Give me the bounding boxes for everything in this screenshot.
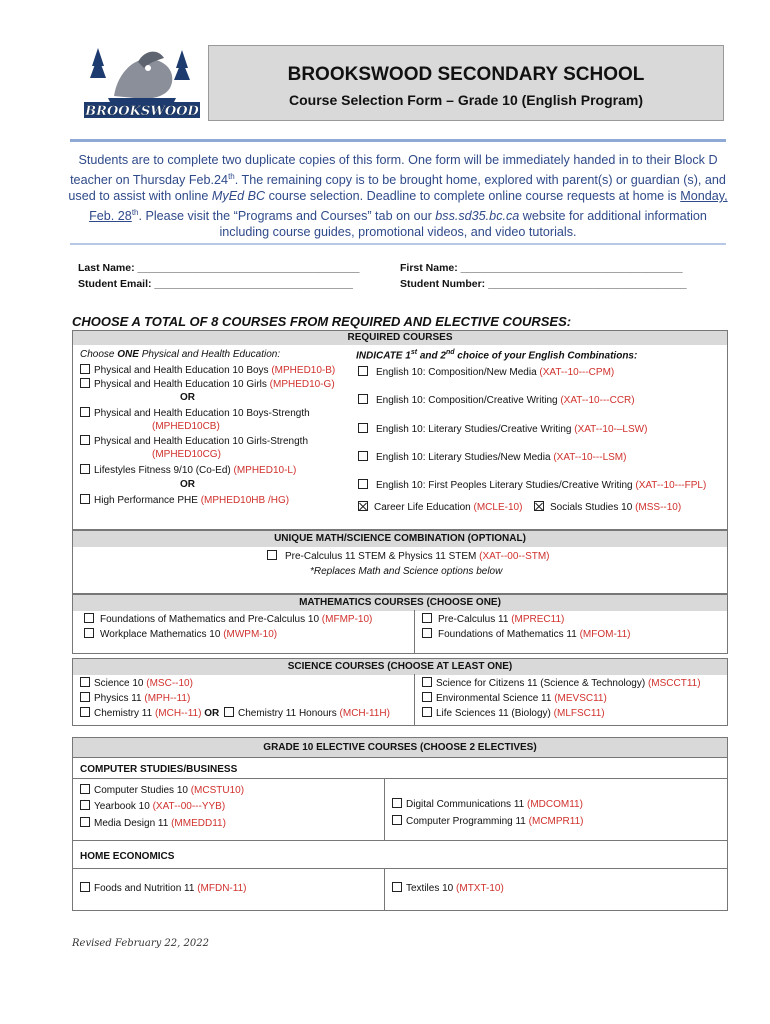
intro-divider bbox=[70, 243, 726, 245]
phe-prompt bbox=[80, 349, 280, 360]
chem-code: (MCH--11) bbox=[154, 708, 202, 719]
elective-option[interactable] bbox=[392, 815, 583, 827]
cs-divider bbox=[384, 778, 385, 840]
logo-text: BROOKSWOOD bbox=[85, 104, 199, 119]
science-option[interactable] bbox=[422, 707, 605, 719]
he-header: HOME ECONOMICS bbox=[80, 851, 175, 862]
science-option[interactable] bbox=[80, 677, 193, 689]
elective-option[interactable] bbox=[392, 798, 583, 810]
math-header: MATHEMATICS COURSES (CHOOSE ONE) bbox=[73, 595, 727, 611]
checkbox[interactable] bbox=[422, 677, 432, 687]
stem-option[interactable] bbox=[267, 550, 550, 562]
eng-prompt-sup1: st bbox=[410, 349, 418, 356]
student-number-field[interactable]: Student Number: __________________________________ bbox=[400, 278, 687, 290]
electives-rule bbox=[72, 757, 728, 758]
student-email-field[interactable]: Student Email: __________________________________ bbox=[78, 278, 353, 290]
science-option[interactable] bbox=[422, 677, 701, 689]
phe-label: Lifestyles Fitness 9/10 (Co-Ed) bbox=[94, 465, 234, 476]
page-title: BROOKSWOOD SECONDARY SCHOOL bbox=[287, 64, 645, 85]
elective-label: Computer Programming 11 bbox=[406, 816, 529, 827]
intro-text-2: . The remaining copy is to be brought home, explored with parent(s) or guardian (s), and used to assist with online bbox=[68, 172, 726, 204]
checkbox[interactable] bbox=[84, 613, 94, 623]
header-divider bbox=[70, 139, 726, 142]
math-code: (MPREC11) bbox=[511, 614, 565, 625]
math-code: (MFOM-11) bbox=[579, 629, 631, 640]
intro-text-1: Students are to complete two duplicate copies of this form. One form will be immediately handed in to their Block D teacher on Thursday Feb.24 bbox=[70, 153, 718, 187]
english-label: English 10: Literary Studies/Creative Writing bbox=[376, 424, 575, 435]
science-option[interactable] bbox=[422, 692, 607, 704]
elective-option[interactable] bbox=[80, 882, 246, 894]
checkbox[interactable] bbox=[80, 817, 90, 827]
eng-prompt-b: and 2 bbox=[417, 350, 446, 362]
title-box bbox=[208, 45, 724, 121]
school-website[interactable]: bss.sd35.bc.ca bbox=[435, 208, 520, 223]
he-divider bbox=[384, 868, 385, 911]
elective-code: (XAT--00---YYB) bbox=[152, 801, 226, 812]
checked-checkbox[interactable] bbox=[534, 501, 544, 511]
elective-code: (MCMPR11) bbox=[528, 816, 584, 827]
elective-code: (MDCOM11) bbox=[526, 799, 583, 810]
intro-paragraph bbox=[66, 152, 730, 241]
checkbox[interactable] bbox=[80, 464, 90, 474]
revised-date: Revised February 22, 2022 bbox=[72, 938, 209, 949]
phe-prompt-pre: Choose bbox=[80, 349, 118, 360]
cs-header: COMPUTER STUDIES/BUSINESS bbox=[80, 764, 238, 775]
checkbox[interactable] bbox=[224, 707, 234, 717]
elective-label: Textiles 10 bbox=[406, 883, 457, 894]
english-option[interactable] bbox=[358, 394, 635, 406]
checkbox[interactable] bbox=[80, 800, 90, 810]
math-label: Pre-Calculus 11 bbox=[438, 614, 512, 625]
phe-code: (MPHED10-G) bbox=[269, 379, 335, 390]
phe-option[interactable] bbox=[80, 494, 289, 506]
elective-label: Yearbook 10 bbox=[94, 801, 153, 812]
checkbox[interactable] bbox=[422, 628, 432, 638]
career-life-option[interactable] bbox=[358, 501, 522, 513]
page-subtitle: Course Selection Form – Grade 10 (English Program) bbox=[289, 92, 643, 108]
english-label: English 10: Composition/New Media bbox=[376, 367, 540, 378]
school-logo bbox=[78, 40, 206, 124]
elective-option[interactable] bbox=[80, 817, 226, 829]
electives-header: GRADE 10 ELECTIVE COURSES (CHOOSE 2 ELECTIVES) bbox=[73, 738, 727, 758]
elective-option[interactable] bbox=[80, 800, 225, 812]
chem-honours-label: Chemistry 11 Honours bbox=[238, 708, 340, 719]
checkbox[interactable] bbox=[422, 613, 432, 623]
elective-label: Foods and Nutrition 11 bbox=[94, 883, 198, 894]
english-label: English 10: First Peoples Literary Studies/Creative Writing bbox=[376, 480, 636, 491]
english-code: (XAT--10---CPM) bbox=[539, 367, 615, 378]
math-divider bbox=[414, 610, 415, 654]
checkbox[interactable] bbox=[80, 692, 90, 702]
checkbox[interactable] bbox=[358, 451, 368, 461]
phe-code: (MPHED10CB) bbox=[152, 421, 220, 432]
science-code: (MLFSC11) bbox=[553, 708, 605, 719]
mandatory-code: (MCLE-10) bbox=[473, 502, 523, 513]
stem-code: (XAT--00--STM) bbox=[479, 551, 550, 562]
phe-label: Physical and Health Education 10 Boys bbox=[94, 365, 272, 376]
elective-label: Computer Studies 10 bbox=[94, 785, 191, 796]
checkbox[interactable] bbox=[358, 366, 368, 376]
phe-label: Physical and Health Education 10 Girls bbox=[94, 379, 270, 390]
mandatory-label: Career Life Education bbox=[374, 502, 474, 513]
checkbox[interactable] bbox=[358, 479, 368, 489]
science-label: Life Sciences 11 (Biology) bbox=[436, 708, 554, 719]
intro-text-3: course selection. Deadline to complete online course requests at home is bbox=[265, 189, 681, 204]
science-code: (MEVSC11) bbox=[554, 693, 607, 704]
elective-label: Digital Communications 11 bbox=[406, 799, 527, 810]
elective-label: Media Design 11 bbox=[94, 818, 172, 829]
intro-sup-2: th bbox=[131, 207, 139, 217]
elective-option[interactable] bbox=[392, 882, 504, 894]
mandatory-label: Socials Studies 10 bbox=[550, 502, 636, 513]
checkbox[interactable] bbox=[80, 707, 90, 717]
elective-code: (MFDN-11) bbox=[197, 883, 247, 894]
unique-combination-section bbox=[72, 530, 728, 594]
checkbox[interactable] bbox=[80, 677, 90, 687]
socials-option[interactable] bbox=[534, 501, 681, 513]
math-label: Foundations of Mathematics 11 bbox=[438, 629, 580, 640]
phe-code: (MPHED10CG) bbox=[152, 449, 221, 460]
elective-code: (MMEDD11) bbox=[171, 818, 226, 829]
english-option[interactable] bbox=[358, 479, 706, 491]
english-code: (XAT--10---CCR) bbox=[560, 395, 635, 406]
checkbox[interactable] bbox=[358, 423, 368, 433]
checkbox[interactable] bbox=[80, 784, 90, 794]
english-label: English 10: Composition/Creative Writing bbox=[376, 395, 561, 406]
checkbox[interactable] bbox=[80, 435, 90, 445]
stem-label: Pre-Calculus 11 STEM & Physics 11 STEM bbox=[285, 551, 480, 562]
phe-label: High Performance PHE bbox=[94, 495, 201, 506]
phe-label: Physical and Health Education 10 Boys-Strength bbox=[94, 408, 310, 419]
checkbox[interactable] bbox=[422, 692, 432, 702]
checkbox[interactable] bbox=[80, 882, 90, 892]
he-rule bbox=[72, 868, 728, 869]
math-option[interactable] bbox=[84, 628, 277, 640]
checkbox[interactable] bbox=[84, 628, 94, 638]
checkbox[interactable] bbox=[392, 798, 402, 808]
checkbox[interactable] bbox=[422, 707, 432, 717]
stem-note: *Replaces Math and Science options below bbox=[310, 566, 503, 577]
english-option[interactable] bbox=[358, 423, 647, 435]
eng-prompt-c: choice of your English Combinations: bbox=[454, 350, 638, 362]
last-name-field[interactable]: Last Name: ______________________________________ bbox=[78, 262, 360, 274]
science-label: Science for Citizens 11 (Science & Technology) bbox=[436, 678, 648, 689]
english-code: (XAT--10---FPL) bbox=[635, 480, 707, 491]
cs-rule bbox=[72, 778, 728, 779]
elective-option[interactable] bbox=[80, 784, 244, 796]
phe-code: (MPHED10-B) bbox=[271, 365, 336, 376]
phe-prompt-bold: ONE bbox=[117, 349, 139, 360]
science-option[interactable] bbox=[80, 692, 190, 704]
science-label: Physics 11 bbox=[94, 693, 145, 704]
science-label: Science 10 bbox=[94, 678, 147, 689]
phe-code: (MPHED10-L) bbox=[233, 465, 297, 476]
phe-option[interactable] bbox=[80, 435, 308, 447]
checked-checkbox[interactable] bbox=[358, 501, 368, 511]
checkbox[interactable] bbox=[267, 550, 277, 560]
intro-text-4: . Please visit the “Programs and Courses” tab on our bbox=[138, 208, 436, 223]
he-rule-top bbox=[72, 840, 728, 841]
checkbox[interactable] bbox=[392, 882, 402, 892]
or-separator: OR bbox=[204, 708, 220, 719]
first-name-field[interactable]: First Name: ______________________________________ bbox=[400, 262, 683, 274]
math-code: (MWPM-10) bbox=[223, 629, 278, 640]
science-code: (MSC--10) bbox=[146, 678, 193, 689]
or-separator: OR bbox=[180, 479, 195, 490]
english-code: (XAT--10---LSM) bbox=[553, 452, 627, 463]
myed-label: MyEd BC bbox=[211, 189, 266, 204]
elective-code: (MCSTU10) bbox=[190, 785, 245, 796]
phe-code: (MPHED10HB /HG) bbox=[200, 495, 290, 506]
choose-total-heading: CHOOSE A TOTAL OF 8 COURSES FROM REQUIRED AND ELECTIVE COURSES: bbox=[72, 314, 572, 329]
mandatory-code: (MSS--10) bbox=[635, 502, 682, 513]
or-separator: OR bbox=[180, 392, 195, 403]
english-prompt bbox=[356, 349, 637, 361]
intro-text-5: website for additional information including course guides, promotional videos, and video tutorials. bbox=[219, 208, 707, 240]
checkbox[interactable] bbox=[80, 378, 90, 388]
english-option[interactable] bbox=[358, 451, 626, 463]
math-code: (MFMP-10) bbox=[321, 614, 373, 625]
science-label: Environmental Science 11 bbox=[436, 693, 555, 704]
english-option[interactable] bbox=[358, 366, 614, 378]
phe-option[interactable] bbox=[80, 464, 296, 476]
checkbox[interactable] bbox=[358, 394, 368, 404]
chemistry-option[interactable] bbox=[80, 707, 390, 719]
science-code: (MPH--11) bbox=[144, 693, 191, 704]
phe-option[interactable] bbox=[80, 378, 335, 390]
science-code: (MSCCT11) bbox=[647, 678, 701, 689]
math-option[interactable] bbox=[84, 613, 372, 625]
math-label: Foundations of Mathematics and Pre-Calculus 10 bbox=[100, 614, 322, 625]
eng-prompt-sup2: nd bbox=[445, 349, 455, 356]
english-code: (XAT--10-–LSW) bbox=[574, 424, 648, 435]
chem-label: Chemistry 11 bbox=[94, 708, 155, 719]
checkbox[interactable] bbox=[80, 494, 90, 504]
unique-header: UNIQUE MATH/SCIENCE COMBINATION (OPTIONAL) bbox=[73, 531, 727, 547]
checkbox[interactable] bbox=[392, 815, 402, 825]
chem-honours-code: (MCH-11H) bbox=[339, 708, 390, 719]
required-header: REQUIRED COURSES bbox=[73, 331, 727, 345]
phe-option[interactable] bbox=[80, 407, 310, 419]
science-divider bbox=[414, 674, 415, 726]
checkbox[interactable] bbox=[80, 364, 90, 374]
elective-code: (MTXT-10) bbox=[456, 883, 504, 894]
math-label: Workplace Mathematics 10 bbox=[100, 629, 224, 640]
math-option[interactable] bbox=[422, 628, 630, 640]
english-label: English 10: Literary Studies/New Media bbox=[376, 452, 554, 463]
phe-prompt-post: Physical and Health Education: bbox=[138, 349, 281, 360]
intro-sup-1: th bbox=[228, 171, 235, 181]
phe-option[interactable] bbox=[80, 364, 335, 376]
deadline-date: Monday, Feb. 28 bbox=[89, 189, 728, 223]
phe-label: Physical and Health Education 10 Girls-Strength bbox=[94, 436, 309, 447]
math-option[interactable] bbox=[422, 613, 564, 625]
science-header: SCIENCE COURSES (CHOOSE AT LEAST ONE) bbox=[73, 659, 727, 675]
eng-prompt-a: INDICATE 1 bbox=[356, 350, 411, 362]
checkbox[interactable] bbox=[80, 407, 90, 417]
